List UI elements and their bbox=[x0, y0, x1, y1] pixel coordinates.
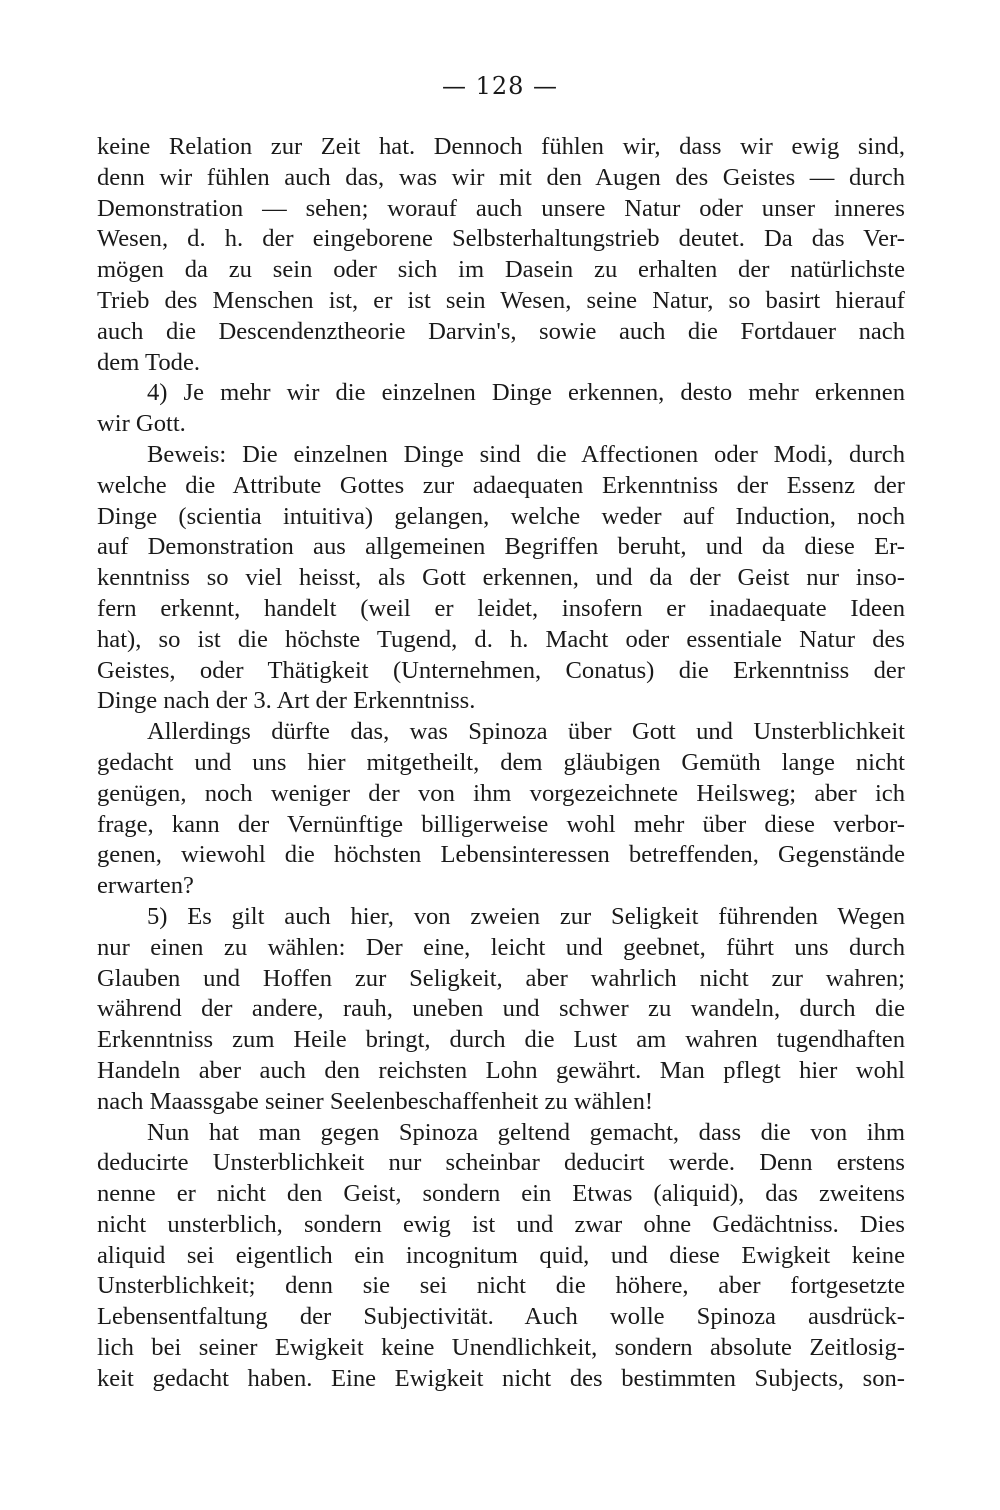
text-line: mögen da zu sein oder sich im Dasein zu erhalten der natürlichste bbox=[97, 256, 905, 284]
text-line: erwarten? bbox=[97, 872, 194, 900]
text-line: Geistes, oder Thätigkeit (Unternehmen, Conatus) die Erkenntniss der bbox=[97, 656, 905, 684]
text-line: genen, wiewohl die höchsten Lebensinteressen betreffenden, Gegenstände bbox=[97, 841, 905, 869]
text-line: genügen, noch weniger der von ihm vorgezeichnete Heilsweg; aber ich bbox=[97, 779, 905, 807]
text-line: gedacht und uns hier mitgetheilt, dem gläubigen Gemüth lange nicht bbox=[97, 748, 905, 776]
body-text bbox=[97, 132, 905, 1395]
text-line: wir Gott. bbox=[97, 410, 186, 438]
text-line: welche die Attribute Gottes zur adaequaten Erkenntniss der Essenz der bbox=[97, 471, 905, 499]
text-line: Lebensentfaltung der Subjectivität. Auch wolle Spinoza ausdrück- bbox=[97, 1303, 905, 1331]
text-line: dem Tode. bbox=[97, 348, 201, 376]
text-line: Beweis: Die einzelnen Dinge sind die Affectionen oder Modi, durch bbox=[147, 440, 905, 468]
text-line: Nun hat man gegen Spinoza geltend gemacht, dass die von ihm bbox=[147, 1118, 905, 1146]
text-line: aliquid sei eigentlich ein incognitum quid, und diese Ewigkeit keine bbox=[97, 1241, 905, 1269]
text-line: Allerdings dürfte das, was Spinoza über Gott und Unsterblichkeit bbox=[147, 718, 905, 746]
text-line: deducirte Unsterblichkeit nur scheinbar deducirt werde. Denn erstens bbox=[97, 1149, 905, 1177]
text-line: keine Relation zur Zeit hat. Dennoch fühlen wir, dass wir ewig sind, bbox=[97, 133, 905, 160]
page-number-header: — 128 — bbox=[441, 72, 559, 100]
text-line: lich bei seiner Ewigkeit keine Unendlichkeit, sondern absolute Zeitlosig- bbox=[97, 1334, 905, 1362]
text-line: Dinge nach der 3. Art der Erkenntniss. bbox=[97, 687, 476, 715]
text-line: nicht unsterblich, sondern ewig ist und zwar ohne Gedächtniss. Dies bbox=[97, 1210, 905, 1238]
text-line: frage, kann der Vernünftige billigerweise wohl mehr über diese verbor- bbox=[97, 810, 905, 838]
text-line: auf Demonstration aus allgemeinen Begriffen beruht, und da diese Er- bbox=[97, 533, 905, 561]
text-line: 4) Je mehr wir die einzelnen Dinge erkennen, desto mehr erkennen bbox=[147, 379, 905, 407]
text-line: während der andere, rauh, uneben und schwer zu wandeln, durch die bbox=[97, 995, 905, 1023]
text-line: Trieb des Menschen ist, er ist sein Wesen, seine Natur, so basirt hierauf bbox=[97, 286, 905, 314]
text-line: kenntniss so viel heisst, als Gott erkennen, und da der Geist nur inso- bbox=[97, 564, 905, 592]
text-line: nur einen zu wählen: Der eine, leicht und geebnet, führt uns durch bbox=[97, 933, 905, 961]
text-line: Wesen, d. h. der eingeborene Selbsterhaltungstrieb deutet. Da das Ver- bbox=[97, 225, 905, 253]
text-line: auch die Descendenztheorie Darvin's, sowie auch die Fortdauer nach bbox=[97, 317, 905, 345]
text-line: Demonstration — sehen; worauf auch unsere Natur oder unser inneres bbox=[97, 194, 905, 222]
text-line: nach Maassgabe seiner Seelenbeschaffenheit zu wählen! bbox=[97, 1087, 654, 1115]
text-line: Glauben und Hoffen zur Seligkeit, aber wahrlich nicht zur wahren; bbox=[97, 964, 905, 992]
text-line: Dinge (scientia intuitiva) gelangen, welche weder auf Induction, noch bbox=[97, 502, 905, 530]
text-line: nenne er nicht den Geist, sondern ein Etwas (aliquid), das zweitens bbox=[97, 1180, 905, 1208]
text-line: keit gedacht haben. Eine Ewigkeit nicht des bestimmten Subjects, son- bbox=[97, 1364, 905, 1392]
text-line: Handeln aber auch den reichsten Lohn gewährt. Man pflegt hier wohl bbox=[97, 1056, 905, 1084]
text-line: fern erkennt, handelt (weil er leidet, insofern er inadaequate Ideen bbox=[97, 594, 905, 622]
text-line: Unsterblichkeit; denn sie sei nicht die höhere, aber fortgesetzte bbox=[97, 1272, 905, 1300]
text-line: hat), so ist die höchste Tugend, d. h. Macht oder essentiale Natur des bbox=[97, 625, 905, 653]
text-line: Erkenntniss zum Heile bringt, durch die Lust am wahren tugendhaften bbox=[97, 1026, 905, 1054]
text-line: 5) Es gilt auch hier, von zweien zur Seligkeit führenden Wegen bbox=[147, 902, 905, 930]
text-line: denn wir fühlen auch das, was wir mit den Augen des Geistes — durch bbox=[97, 163, 905, 191]
